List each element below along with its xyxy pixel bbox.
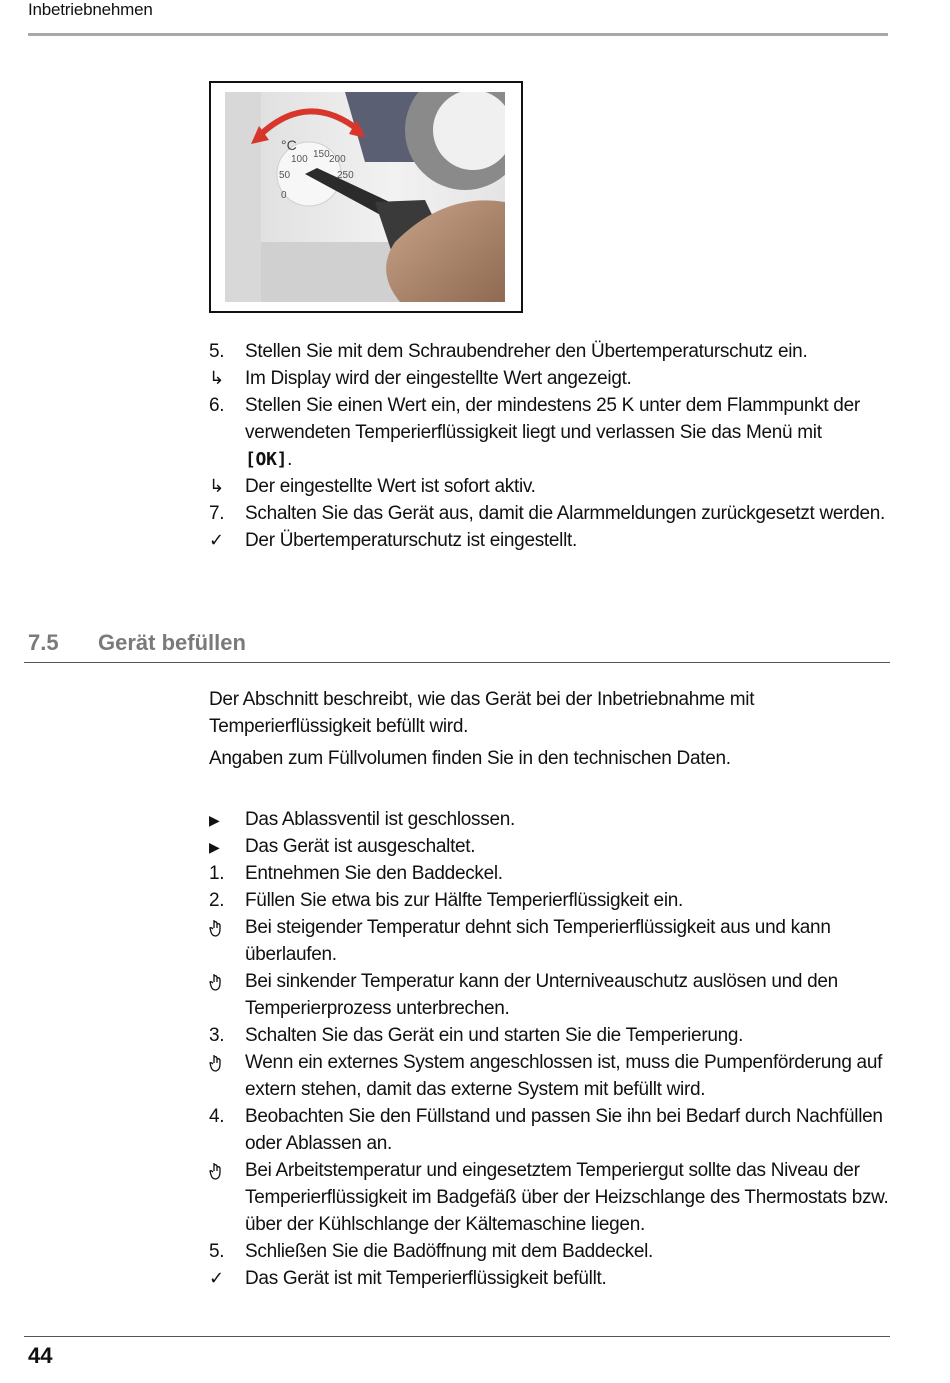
list-item [209, 1022, 899, 1049]
list-item [209, 473, 899, 500]
intro-paragraph: Der Abschnitt beschreibt, wie das Gerät bei der Inbetriebnahme mit Temperierflüssigkeit befüllt wird. [209, 689, 755, 737]
list-item [209, 968, 899, 1022]
step-text: Das Gerät ist ausgeschaltet. [245, 836, 476, 857]
list-item [209, 887, 899, 914]
volume-note-paragraph: Angaben zum Füllvolumen finden Sie in den technischen Daten. [209, 748, 731, 769]
list-item [209, 1238, 899, 1265]
list-item [209, 806, 899, 833]
step-text: Das Gerät ist mit Temperierflüssigkeit befüllt. [245, 1268, 607, 1289]
step-text: Bei Arbeitstemperatur und eingesetztem Temperiergut sollte das Niveau der Temperierflüssigkeit im Badgefäß über der Heizschlange des Thermostats bzw. über der Kühlschlange der Kältemaschine liegen. [245, 1160, 889, 1235]
dial-unit: °C [281, 137, 297, 153]
dial-tick-250: 250 [337, 170, 354, 181]
dial-tick-0: 0 [281, 190, 287, 201]
dial-tick-100: 100 [291, 154, 308, 165]
step-text: Der eingestellte Wert ist sofort aktiv. [245, 476, 536, 497]
step-marker: 6. [209, 395, 225, 416]
step-text: Wenn ein externes System angeschlossen ist, muss die Pumpenförderung auf extern stehen, damit das externe System mit befüllt wird. [245, 1052, 883, 1100]
list-item [209, 860, 899, 887]
section-heading [28, 630, 246, 656]
step-text: Das Ablassventil ist geschlossen. [245, 809, 515, 830]
step-text: Entnehmen Sie den Baddeckel. [245, 863, 503, 884]
steps-top-list [209, 338, 899, 554]
step-text: Bei steigender Temperatur dehnt sich Temperierflüssigkeit aus und kann überlaufen. [245, 917, 831, 965]
page-number: 44 [28, 1343, 53, 1368]
list-item [209, 833, 899, 860]
figure-frame [209, 81, 523, 313]
step-marker: 1. [209, 863, 225, 884]
step-marker: 4. [209, 1106, 225, 1127]
step-text: Stellen Sie mit dem Schraubendreher den Übertemperaturschutz ein. [245, 341, 808, 362]
list-item [209, 527, 899, 554]
section-number: 7.5 [28, 630, 59, 655]
list-item [209, 1265, 899, 1292]
thermostat-dial-photo [225, 92, 505, 302]
step-marker: 5. [209, 341, 225, 362]
step-text: Im Display wird der eingestellte Wert angezeigt. [245, 368, 632, 389]
dial-tick-50: 50 [279, 170, 291, 181]
prerequisite-triangle-icon: ▶ [209, 839, 220, 855]
header-rule [28, 33, 888, 36]
step-marker: 5. [209, 1241, 225, 1262]
step-marker: 2. [209, 890, 225, 911]
step-text: Schalten Sie das Gerät ein und starten Sie die Temperierung. [245, 1025, 744, 1046]
running-header: Inbetriebnehmen [28, 0, 153, 19]
step-text: Bei sinkender Temperatur kann der Unterniveauschutz auslösen und den Temperierprozess unterbrechen. [245, 971, 838, 1019]
checkmark-icon: ✓ [209, 530, 224, 550]
section-title: Gerät befüllen [98, 630, 246, 655]
ok-key: [OK] [245, 449, 288, 470]
result-arrow-icon: ↳ [209, 476, 224, 496]
list-item [209, 365, 899, 392]
dial-tick-150: 150 [313, 149, 330, 160]
checkmark-icon: ✓ [209, 1268, 224, 1288]
step-text: Beobachten Sie den Füllstand und passen Sie ihn bei Bedarf durch Nachfüllen oder Ablassen an. [245, 1106, 883, 1154]
list-item [209, 392, 899, 473]
step-marker: 3. [209, 1025, 225, 1046]
step-marker: 7. [209, 503, 225, 524]
footer-rule [24, 1336, 890, 1337]
steps-bottom-list [209, 806, 899, 1292]
step-text: Stellen Sie einen Wert ein, der mindestens 25 K unter dem Flammpunkt der verwendeten Temperierflüssigkeit liegt und verlassen Sie das Menü mit [245, 395, 860, 443]
step-text: Füllen Sie etwa bis zur Hälfte Temperierflüssigkeit ein. [245, 890, 683, 911]
section-rule [24, 662, 890, 663]
step-text: Schließen Sie die Badöffnung mit dem Baddeckel. [245, 1241, 654, 1262]
list-item [209, 338, 899, 365]
prerequisite-triangle-icon: ▶ [209, 812, 220, 828]
list-item [209, 1103, 899, 1157]
step-text: Der Übertemperaturschutz ist eingestellt. [245, 530, 577, 551]
list-item [209, 500, 899, 527]
result-arrow-icon: ↳ [209, 368, 224, 388]
dial-tick-200: 200 [329, 154, 346, 165]
step-text-tail: . [287, 449, 293, 470]
list-item [209, 1157, 899, 1238]
step-text: Schalten Sie das Gerät aus, damit die Alarmmeldungen zurückgesetzt werden. [245, 503, 885, 524]
list-item [209, 914, 899, 968]
list-item [209, 1049, 899, 1103]
